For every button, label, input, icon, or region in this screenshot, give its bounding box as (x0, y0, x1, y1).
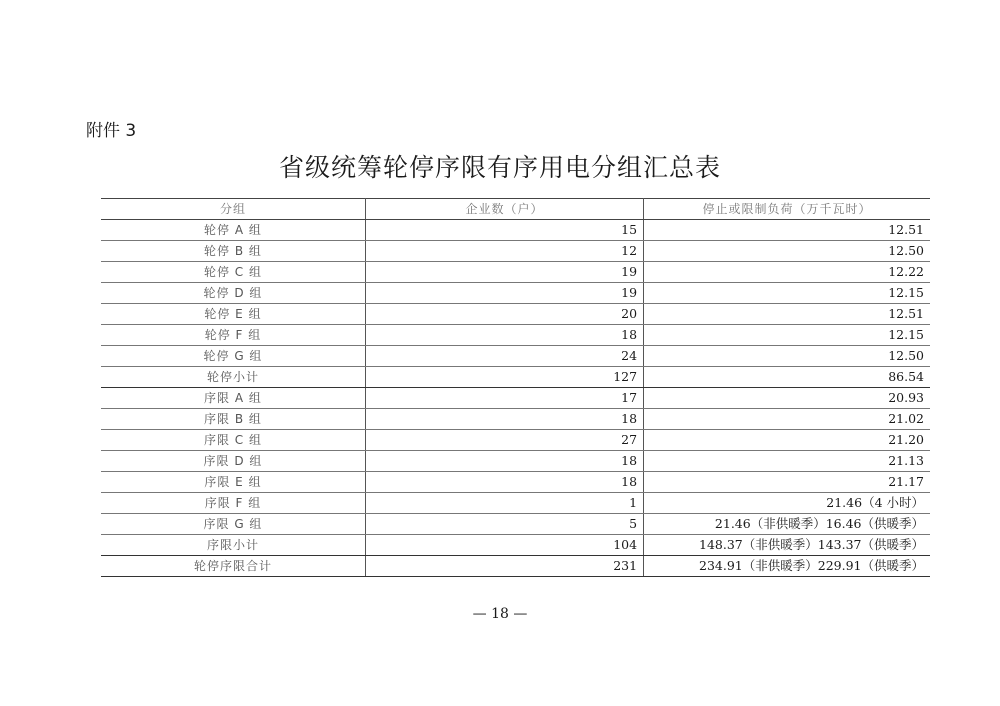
group-cell: 序限 F 组 (101, 493, 365, 514)
load-cell: 21.02 (644, 409, 930, 430)
count-cell: 127 (365, 367, 643, 388)
table-row (101, 493, 930, 514)
header-group: 分组 (101, 199, 365, 220)
table-row (101, 514, 930, 535)
count-cell: 19 (365, 283, 643, 304)
count-cell: 12 (365, 241, 643, 262)
count-cell: 1 (365, 493, 643, 514)
load-cell: 12.51 (644, 220, 930, 241)
group-cell: 轮停 A 组 (101, 220, 365, 241)
table-row (101, 451, 930, 472)
count-cell: 18 (365, 472, 643, 493)
subtotal-row (101, 535, 930, 556)
summary-table (101, 198, 930, 577)
table-row (101, 241, 930, 262)
load-cell: 12.15 (644, 325, 930, 346)
load-cell: 148.37（非供暖季）143.37（供暖季） (644, 535, 930, 556)
group-cell: 轮停小计 (101, 367, 365, 388)
table-row (101, 409, 930, 430)
count-cell: 27 (365, 430, 643, 451)
group-cell: 轮停 F 组 (101, 325, 365, 346)
table-row (101, 304, 930, 325)
subtotal-row (101, 367, 930, 388)
group-cell: 序限 E 组 (101, 472, 365, 493)
count-cell: 104 (365, 535, 643, 556)
count-cell: 24 (365, 346, 643, 367)
group-cell: 轮停 B 组 (101, 241, 365, 262)
total-row (101, 556, 930, 577)
table-row (101, 346, 930, 367)
group-cell: 序限 A 组 (101, 388, 365, 409)
table-row (101, 262, 930, 283)
count-cell: 15 (365, 220, 643, 241)
group-cell: 序限 C 组 (101, 430, 365, 451)
header-count: 企业数（户） (365, 199, 643, 220)
group-cell: 轮停 C 组 (101, 262, 365, 283)
table-row (101, 388, 930, 409)
group-cell: 序限小计 (101, 535, 365, 556)
page-number: — 18 — (472, 606, 528, 622)
load-cell: 12.15 (644, 283, 930, 304)
load-cell: 12.50 (644, 241, 930, 262)
load-cell: 20.93 (644, 388, 930, 409)
load-cell: 21.46（非供暖季）16.46（供暖季） (644, 514, 930, 535)
load-cell: 21.13 (644, 451, 930, 472)
count-cell: 18 (365, 409, 643, 430)
count-cell: 18 (365, 451, 643, 472)
attachment-label: 附件 3 (86, 121, 137, 141)
group-cell: 轮停 D 组 (101, 283, 365, 304)
group-cell: 序限 B 组 (101, 409, 365, 430)
table-row (101, 325, 930, 346)
load-cell: 234.91（非供暖季）229.91（供暖季） (644, 556, 930, 577)
group-cell: 序限 G 组 (101, 514, 365, 535)
page-title: 省级统筹轮停序限有序用电分组汇总表 (278, 153, 721, 182)
table-row (101, 283, 930, 304)
table-row (101, 430, 930, 451)
load-cell: 12.22 (644, 262, 930, 283)
table-row (101, 220, 930, 241)
count-cell: 20 (365, 304, 643, 325)
header-load: 停止或限制负荷（万千瓦时） (644, 199, 930, 220)
load-cell: 21.20 (644, 430, 930, 451)
group-cell: 轮停序限合计 (101, 556, 365, 577)
count-cell: 19 (365, 262, 643, 283)
count-cell: 18 (365, 325, 643, 346)
count-cell: 17 (365, 388, 643, 409)
group-cell: 轮停 G 组 (101, 346, 365, 367)
load-cell: 21.46（4 小时） (644, 493, 930, 514)
table-row (101, 472, 930, 493)
count-cell: 5 (365, 514, 643, 535)
group-cell: 轮停 E 组 (101, 304, 365, 325)
group-cell: 序限 D 组 (101, 451, 365, 472)
table-header-row (101, 199, 930, 220)
count-cell: 231 (365, 556, 643, 577)
load-cell: 86.54 (644, 367, 930, 388)
load-cell: 12.50 (644, 346, 930, 367)
load-cell: 12.51 (644, 304, 930, 325)
load-cell: 21.17 (644, 472, 930, 493)
